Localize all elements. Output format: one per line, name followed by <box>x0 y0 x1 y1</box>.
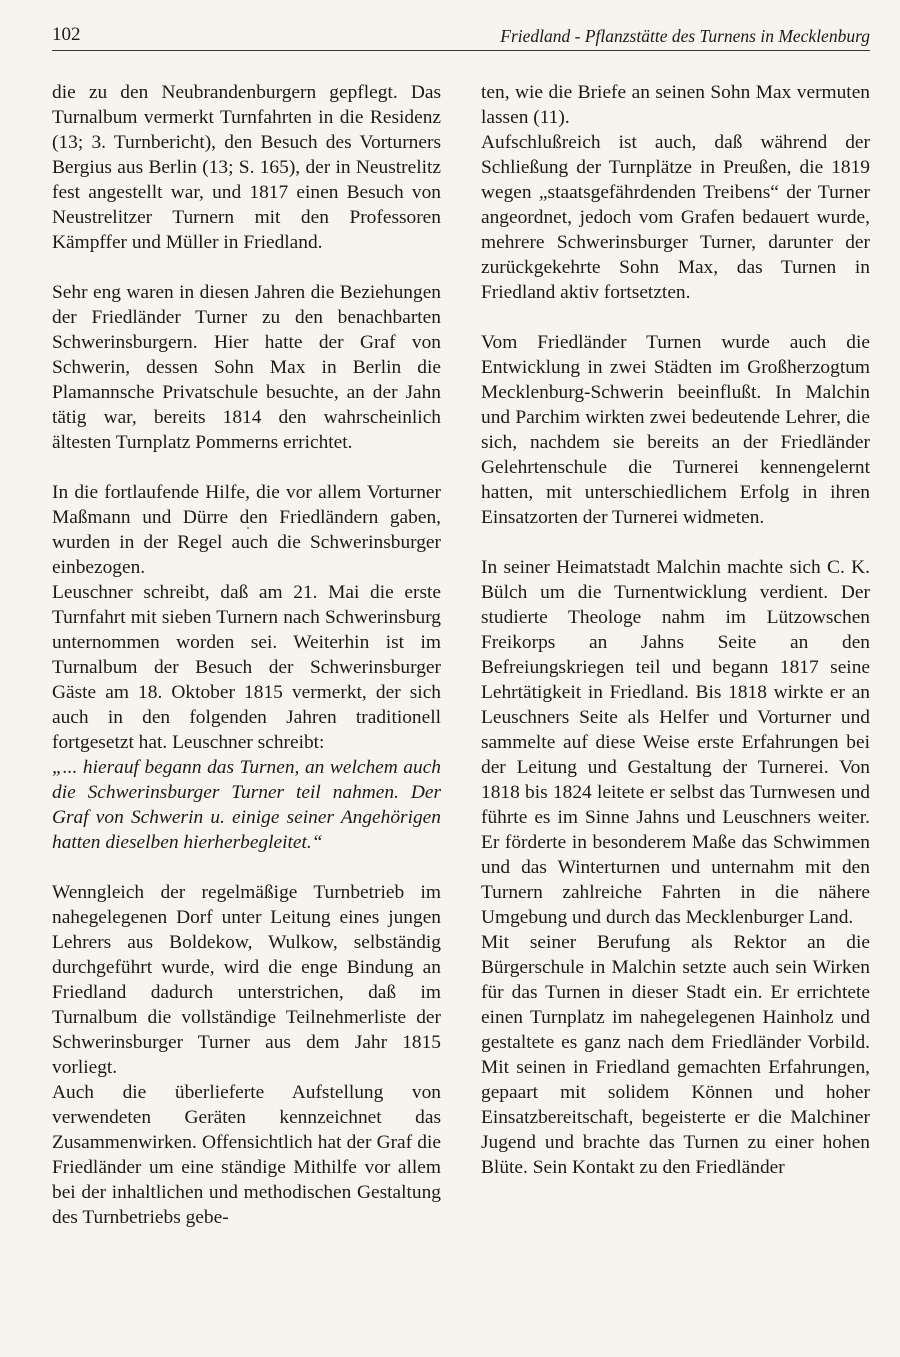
page-number: 102 <box>52 24 81 45</box>
paragraph: Aufschlußreich ist auch, daß während der Schließung der Turnplätze in Preußen, die 1819 wegen „staatsgefährdenden Treibens“ der Turner angeordnet, jedoch vom Grafen bedauert wurde, mehrere Schwerinsburger Turner, darunter der zurückgekehrte Sohn Max, das Turnen in Friedland aktiv fortsetzten. <box>481 132 870 303</box>
paragraph: Leuschner schreibt, daß am 21. Mai die erste Turnfahrt mit sieben Turnern nach Schwerinsburg unternommen worden sei. Weiterhin ist im Turnalbum der Besuch der Schwerinsburger Gäste am 18. Oktober 1815 vermerkt, der sich auch in den folgenden Jahren traditionell fortgesetzt hat. Leuschner schreibt: <box>52 582 441 753</box>
paragraph: Mit seiner Berufung als Rektor an die Bürgerschule in Malchin setzte auch sein Wirken für das Turnen in dieser Stadt ein. Er errichtete einen Turnplatz im nahegelegenen Hainholz und gestaltete es ganz nach dem Friedländer Vorbild. Mit seinen in Friedland gemachten Erfahrungen, gepaart mit solidem Können und hoher Einsatzbereitschaft, begeisterte er die Malchiner Jugend und brachte das Turnen zu einer hohen Blüte. Sein Kontakt zu den Friedländer <box>481 932 870 1178</box>
paragraph: Vom Friedländer Turnen wurde auch die Entwicklung in zwei Städten im Großherzogtum Mecklenburg-Schwerin beeinflußt. In Malchin und Parchim wirkten zwei bedeutende Lehrer, die sich, nachdem sie bereits an der Friedländer Gelehrtenschule die Turnerei kennengelernt hatten, mit unterschiedlichem Erfolg in ihren Einsatzorten der Turnerei widmeten. <box>481 332 870 528</box>
running-title: Friedland - Pflanzstätte des Turnens in Mecklenburg <box>500 26 870 46</box>
paragraph: In die fortlaufende Hilfe, die vor allem Vorturner Maßmann und Dürre den Friedländern gaben, wurden in der Regel auch die Schwerinsburger einbezogen. <box>52 482 441 578</box>
paragraph: Sehr eng waren in diesen Jahren die Beziehungen der Friedländer Turner zu den benachbarten Schwerinsburgern. Hier hatte der Graf von Schwerin, dessen Sohn Max in Berlin die Plamannsche Privatschule besuchte, an der Jahn tätig war, bereits 1814 den wahrscheinlich ältesten Turnplatz Pommerns errichtet. <box>52 282 441 453</box>
paragraph: In seiner Heimatstadt Malchin machte sich C. K. Bülch um die Turnentwicklung verdient. Der studierte Theologe nahm im Lützowschen Freikorps an Jahns Seite an den Befreiungskriegen teil und begann 1817 seine Lehrtätigkeit in Friedland. Bis 1818 wirkte er an Leuschners Seite als Helfer und Vorturner und sammelte auf diese Weise erste Erfahrungen bei der Leitung und Gestaltung der Turnerei. Von 1818 bis 1824 leitete er selbst das Turnwesen und führte es im Sinne Jahns und Leuschners weiter. Er förderte in besonderem Maße das Schwimmen und das Winterturnen und unternahm mit den Turnern zahlreiche Fahrten in die nähere Umgebung und durch das Mecklenburger Land. <box>481 557 870 928</box>
page-header <box>52 22 870 56</box>
paragraph: die zu den Neubrandenburgern gepflegt. Das Turnalbum vermerkt Turnfahrten in die Residenz (13; 3. Turnbericht), den Besuch des Vorturners Bergius aus Berlin (13; S. 165), der in Neustrelitz fest angestellt war, und 1817 einen Besuch von Neustrelitzer Turnern mit den Professoren Kämpffer und Müller in Friedland. <box>52 82 441 253</box>
left-column <box>52 80 441 1230</box>
paragraph: Wenngleich der regelmäßige Turnbetrieb im nahegelegenen Dorf unter Leitung eines jungen Lehrers aus Boldekow, Wulkow, selbständig durchgeführt wurde, wird die enge Bindung an Friedland dadurch unterstrichen, daß im Turnalbum die vollständige Teilnehmerliste der Schwerinsburger Turner aus dem Jahr 1815 vorliegt. <box>52 882 441 1078</box>
quotation: „... hierauf begann das Turnen, an welchem auch die Schwerinsburger Turner teil nahmen. Der Graf von Schwerin u. einige seiner Angehörigen hatten dieselben hierherbegleitet.“ <box>52 757 441 853</box>
paragraph: ten, wie die Briefe an seinen Sohn Max vermuten lassen (11). <box>481 82 870 128</box>
paragraph: Auch die überlieferte Aufstellung von verwendeten Geräten kennzeichnet das Zusammenwirken. Offensichtlich hat der Graf die Friedländer um eine ständige Mithilfe vor allem bei der inhaltlichen und methodischen Gestaltung des Turnbetriebs gebe- <box>52 1082 441 1228</box>
right-column <box>481 80 870 1180</box>
header-rule <box>52 50 870 51</box>
